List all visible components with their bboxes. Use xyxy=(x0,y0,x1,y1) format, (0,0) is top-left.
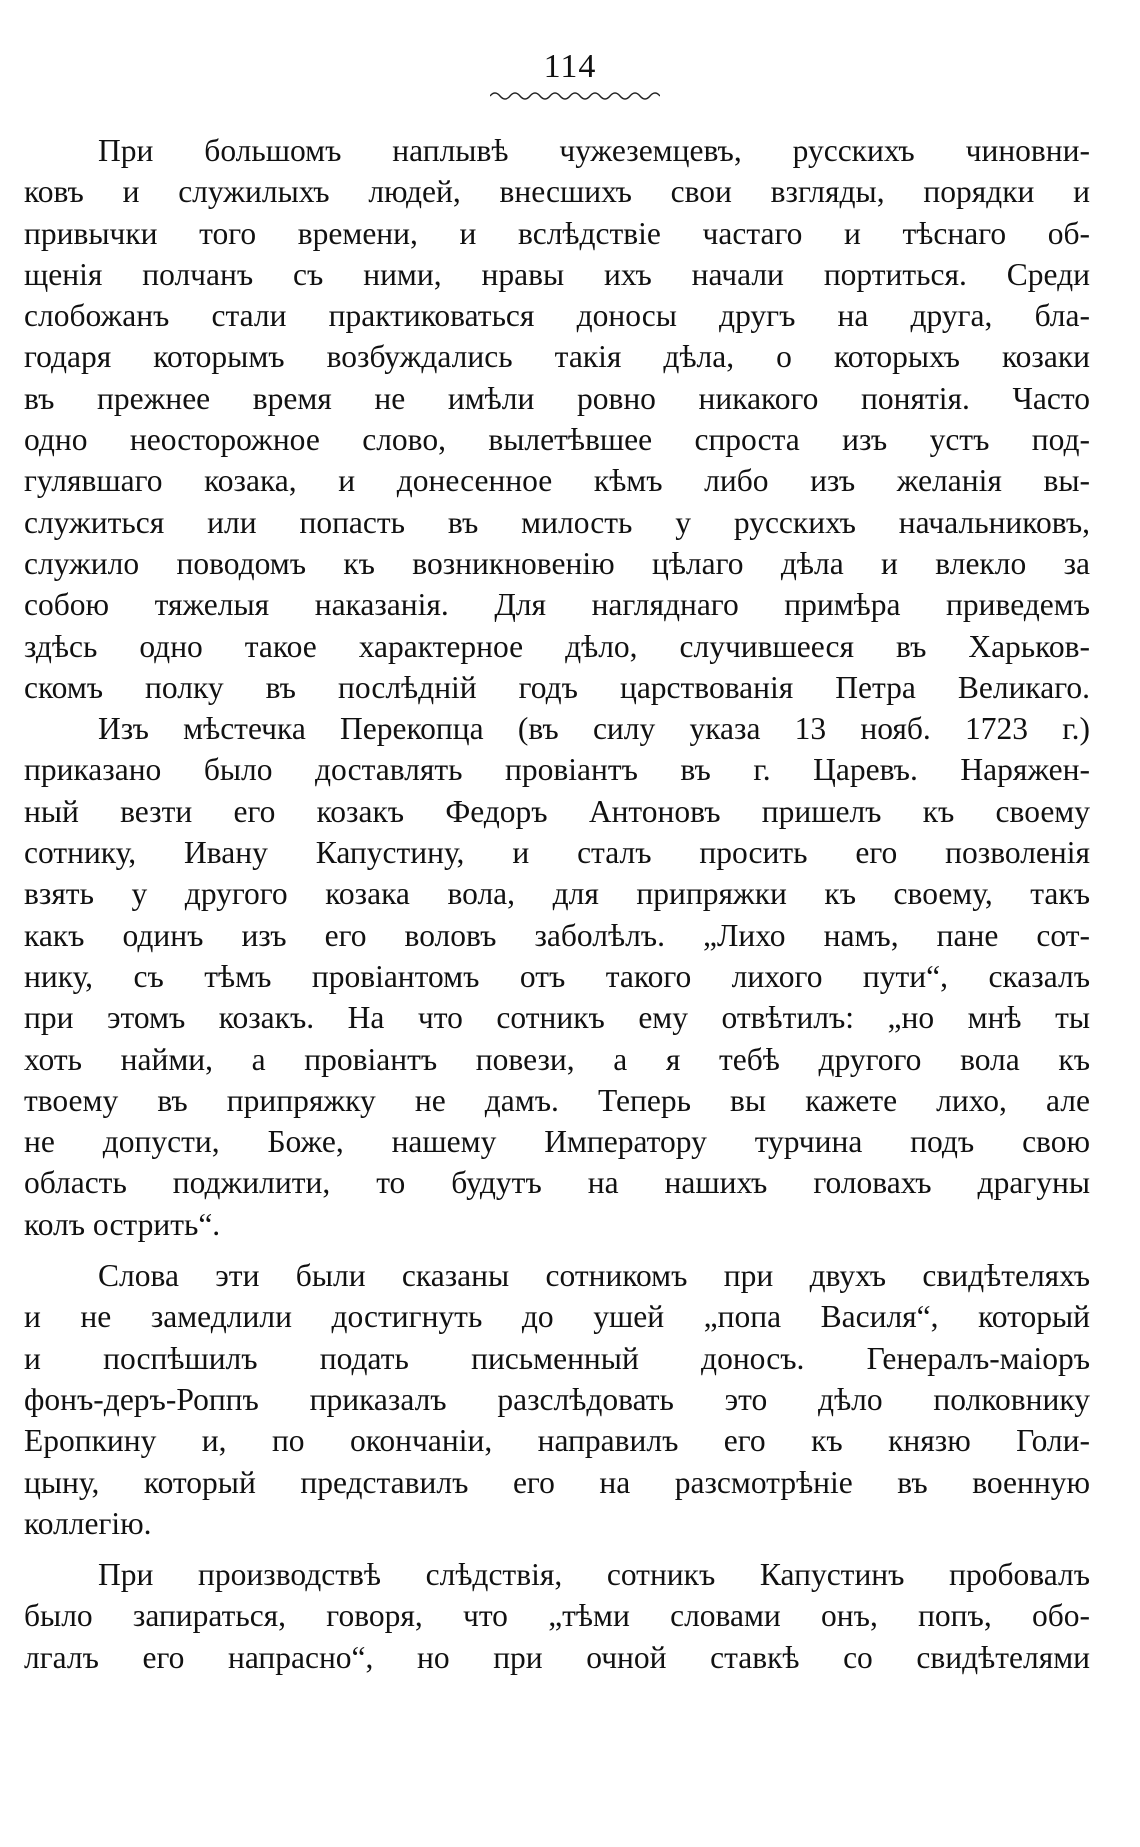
body-text xyxy=(24,130,1090,1678)
text-line: здѣсь одно такое характерное дѣло, случившееся въ Харьков- xyxy=(24,628,1090,664)
text-line: При производствѣ слѣдствія, сотникъ Капустинъ пробовалъ xyxy=(98,1557,1090,1593)
text-line: было запираться, говоря, что „тѣми словами онъ, попъ, обо- xyxy=(24,1598,1090,1634)
text-line: нику, съ тѣмъ провіантомъ отъ такого лихого пути“, сказалъ xyxy=(24,958,1090,994)
text-line: взять у другого козака вола, для припряжки къ своему, такъ xyxy=(24,876,1090,912)
text-line: твоему въ припряжку не дамъ. Теперь вы кажете лихо, але xyxy=(24,1082,1090,1118)
text-line: гулявшаго козака, и донесенное кѣмъ либо изъ желанія вы- xyxy=(24,463,1090,499)
text-line: Изъ мѣстечка Перекопца (въ силу указа 13 нояб. 1723 г.) xyxy=(98,711,1090,747)
text-line: лгалъ его напрасно“, но при очной ставкѣ со свидѣтелями xyxy=(24,1639,1090,1675)
text-line: какъ одинъ изъ его воловъ заболѣлъ. „Лихо намъ, пане сот- xyxy=(24,917,1090,953)
ornamental-flourish-icon xyxy=(490,88,660,104)
text-line: Слова эти были сказаны сотникомъ при двухъ свидѣтеляхъ xyxy=(98,1258,1090,1294)
text-line: цыну, который представилъ его на разсмотрѣніе въ военную xyxy=(24,1464,1090,1500)
text-line: годаря которымъ возбуждались такія дѣла, о которыхъ козаки xyxy=(24,339,1090,375)
text-line: ный везти его козакъ Федоръ Антоновъ пришелъ къ своему xyxy=(24,793,1090,829)
text-line: привычки того времени, и вслѣдствіе частаго и тѣснаго об- xyxy=(24,215,1090,251)
text-line: слобожанъ стали практиковаться доносы другъ на друга, бла- xyxy=(24,298,1090,334)
text-line: ковъ и служилыхъ людей, внесшихъ свои взгляды, порядки и xyxy=(24,174,1090,210)
text-line: не допусти, Боже, нашему Императору турчина подъ свою xyxy=(24,1124,1090,1160)
page-number: 114 xyxy=(543,48,597,85)
text-line: скомъ полку въ послѣдній годъ царствованія Петра Великаго. xyxy=(24,669,1090,705)
text-line: въ прежнее время не имѣли ровно никакого понятія. Часто xyxy=(24,380,1090,416)
text-line: область поджилити, то будутъ на нашихъ головахъ драгуны xyxy=(24,1165,1090,1201)
text-line: коллегію. xyxy=(24,1505,152,1541)
text-line: служило поводомъ къ возникновенію цѣлаго дѣла и влекло за xyxy=(24,545,1090,581)
text-line: колъ острить“. xyxy=(24,1206,221,1242)
text-line: и не замедлили достигнуть до ушей „попа Василя“, который xyxy=(24,1299,1090,1335)
text-line: При большомъ наплывѣ чужеземцевъ, русскихъ чиновни- xyxy=(98,133,1090,168)
text-line: Еропкину и, по окончаніи, направилъ его къ князю Голи- xyxy=(24,1423,1090,1459)
text-line: фонъ-деръ-Роппъ приказалъ разслѣдовать это дѣло полковнику xyxy=(24,1381,1090,1417)
text-line: одно неосторожное слово, вылетѣвшее спроста изъ устъ под- xyxy=(24,422,1090,458)
text-line: приказано было доставлять провіантъ въ г. Царевъ. Наряжен- xyxy=(24,752,1090,788)
text-line: служиться или попасть въ милость у русскихъ начальниковъ, xyxy=(24,504,1090,540)
text-line: хоть найми, а провіантъ повези, а я тебѣ другого вола къ xyxy=(24,1041,1090,1077)
text-line: щенія полчанъ съ ними, нравы ихъ начали портиться. Среди xyxy=(24,256,1090,292)
text-line: при этомъ козакъ. На что сотникъ ему отвѣтилъ: „но мнѣ ты xyxy=(24,1000,1090,1036)
text-line: сотнику, Ивану Капустину, и сталъ просить его позволенія xyxy=(24,835,1090,871)
text-line: и поспѣшилъ подать письменный доносъ. Генералъ-маіоръ xyxy=(24,1340,1090,1376)
paragraph-gap xyxy=(24,1245,1090,1255)
paragraph-gap xyxy=(24,1544,1090,1554)
text-line: собою тяжелыя наказанія. Для нагляднаго примѣра приведемъ xyxy=(24,587,1090,623)
